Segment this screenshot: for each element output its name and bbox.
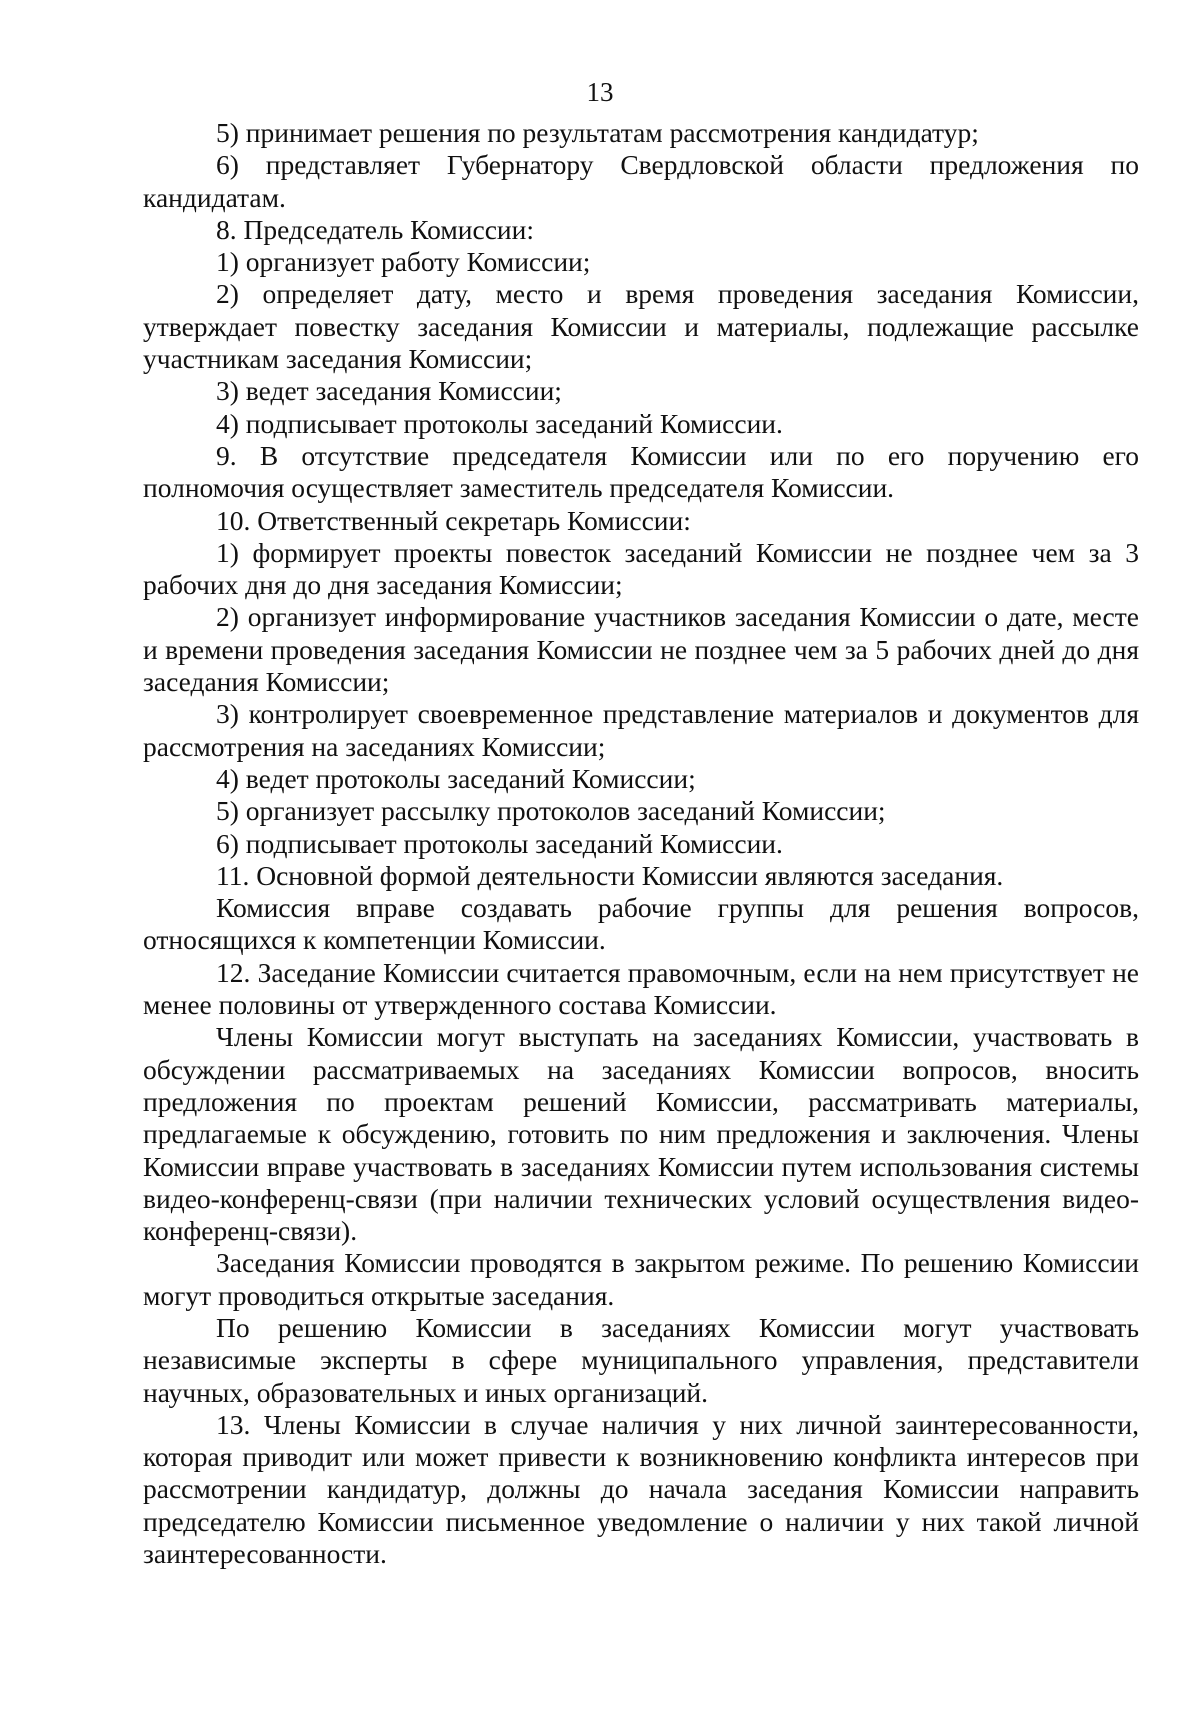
paragraph-section-8-chairman: 8. Председатель Комиссии: [216,213,534,245]
paragraph-secretary-item-3: 3) контролирует своевременное представление материалов и документов для рассмотрения на заседаниях Комиссии; [143,698,1139,762]
paragraph-item-6-proposals: 6) представляет Губернатору Свердловской области предложения по кандидатам. [143,149,1139,213]
paragraph-members-rights: Члены Комиссии могут выступать на заседаниях Комиссии, участвовать в обсуждении рассматриваемых на заседаниях Комиссии вопросов, вносить предложения по проектам решений Комиссии, рассматривать материалы, предлагаемые к обсуждению, готовить по ним предложения и заключения. Члены Комиссии вправе участвовать в заседаниях Комиссии путем использования системы видео-конференц-связи (при наличии технических условий осуществления видео-конференц-связи). [143,1021,1139,1247]
paragraph-section-10-secretary: 10. Ответственный секретарь Комиссии: [216,504,691,536]
paragraph-chairman-item-4: 4) подписывает протоколы заседаний Комиссии. [216,407,783,439]
paragraph-chairman-item-2: 2) определяет дату, место и время проведения заседания Комиссии, утверждает повестку заседания Комиссии и материалы, подлежащие рассылке участникам заседания Комиссии; [143,278,1139,375]
paragraph-section-13-conflict: 13. Члены Комиссии в случае наличия у них личной заинтересованности, которая приводит или может привести к возникновению конфликта интересов при рассмотрении кандидатур, должны до начала заседания Комиссии направить председателю Комиссии письменное уведомление о наличии у них такой личной заинтересованности. [143,1408,1139,1570]
document-body [143,117,1139,1570]
paragraph-section-11-form: 11. Основной формой деятельности Комиссии являются заседания. [216,859,1004,891]
paragraph-item-5-decisions: 5) принимает решения по результатам рассмотрения кандидатур; [216,117,979,148]
paragraph-working-groups: Комиссия вправе создавать рабочие группы для решения вопросов, относящихся к компетенции Комиссии. [143,892,1139,956]
paragraph-closed-meetings: Заседания Комиссии проводятся в закрытом режиме. По решению Комиссии могут проводиться открытые заседания. [143,1247,1139,1311]
paragraph-secretary-item-1: 1) формирует проекты повесток заседаний Комиссии не позднее чем за 3 рабочих дня до дня заседания Комиссии; [143,536,1139,601]
paragraph-section-12-quorum: 12. Заседание Комиссии считается правомочным, если на нем присутствует не менее половины от утвержденного состава Комиссии. [143,956,1139,1021]
paragraph-chairman-item-1: 1) организует работу Комиссии; [216,246,591,278]
page-number: 13 [586,77,614,107]
paragraph-secretary-item-4: 4) ведет протоколы заседаний Комиссии; [216,762,696,794]
paragraph-chairman-item-3: 3) ведет заседания Комиссии; [216,375,562,407]
paragraph-independent-experts: По решению Комиссии в заседаниях Комиссии могут участвовать независимые эксперты в сфере муниципального управления, представители научных, образовательных и иных организаций. [143,1311,1139,1408]
paragraph-secretary-item-5: 5) организует рассылку протоколов заседаний Комиссии; [216,795,886,827]
paragraph-section-9-deputy: 9. В отсутствие председателя Комиссии или по его поручению его полномочия осуществляет заместитель председателя Комиссии. [143,439,1139,504]
paragraph-secretary-item-2: 2) организует информирование участников заседания Комиссии о дате, месте и времени проведения заседания Комиссии не позднее чем за 5 рабочих дней до дня заседания Комиссии; [143,601,1139,698]
paragraph-secretary-item-6: 6) подписывает протоколы заседаний Комиссии. [216,827,783,859]
